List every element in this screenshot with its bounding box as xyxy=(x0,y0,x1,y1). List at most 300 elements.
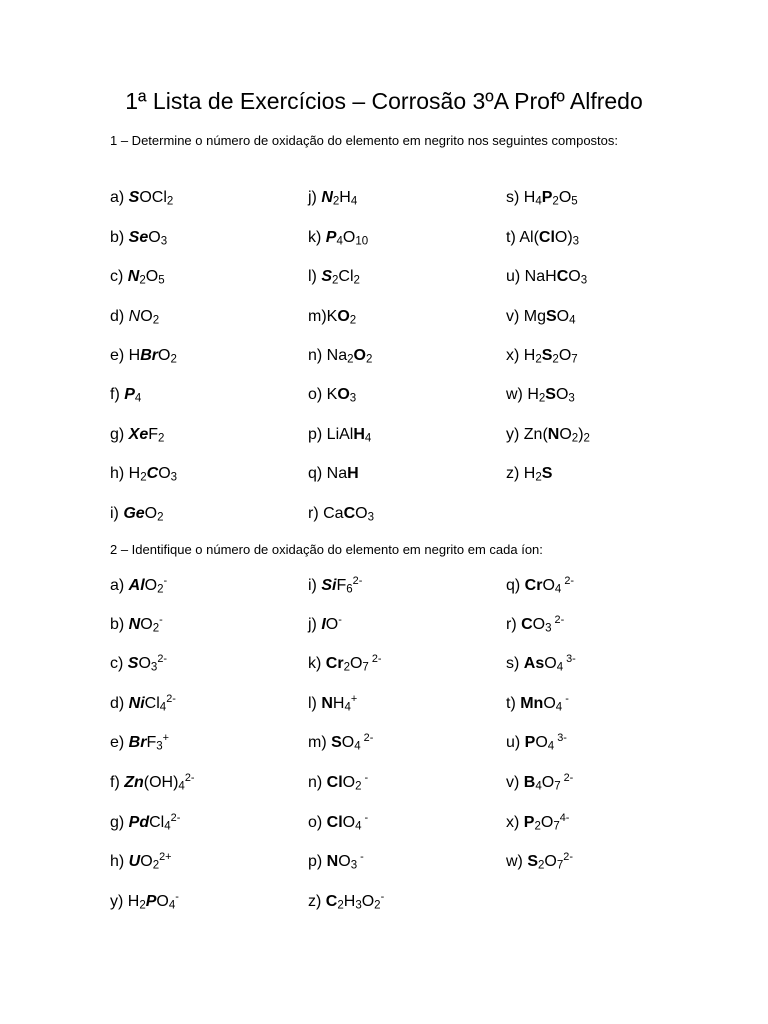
formula-part: d) xyxy=(110,695,129,712)
formula-part: e) H xyxy=(110,347,141,364)
formula-part: P xyxy=(541,189,553,206)
formula-part: z) xyxy=(308,893,326,910)
formula-part: h) H xyxy=(110,465,141,482)
formula-part: C xyxy=(146,465,159,482)
formula-part: c) xyxy=(110,268,128,285)
formula-part: O xyxy=(144,505,158,522)
formula-part: + xyxy=(162,732,169,745)
formula-part: N xyxy=(321,695,333,712)
formula-part: N xyxy=(128,308,141,325)
formula-item xyxy=(308,227,368,249)
formula-part: N xyxy=(326,853,339,870)
formula-item xyxy=(506,424,590,446)
formula-part: Cr xyxy=(524,577,543,594)
formula-part: b) xyxy=(110,229,129,246)
formula-item xyxy=(110,306,159,328)
formula-part: o) K xyxy=(308,386,338,403)
formula-part: Zn xyxy=(124,774,144,791)
formula-part: O xyxy=(338,853,351,870)
formula-item xyxy=(110,693,176,715)
formula-part: r) xyxy=(506,616,522,633)
formula-part: 2 xyxy=(552,195,559,208)
formula-part: - xyxy=(338,614,342,627)
formula-part: x) H xyxy=(506,347,536,364)
formula-part: Xe xyxy=(128,426,149,443)
formula-item xyxy=(506,772,573,794)
formula-part: S xyxy=(541,465,553,482)
formula-part: 7 xyxy=(553,820,560,833)
formula-item xyxy=(506,306,576,328)
formula-part: 6 xyxy=(346,583,353,596)
formula-part: 2 xyxy=(355,780,362,793)
formula-part: y) Zn( xyxy=(506,426,548,443)
formula-part: 2- xyxy=(157,653,167,666)
formula-item xyxy=(110,772,195,794)
formula-part: 4 xyxy=(535,195,542,208)
formula-item xyxy=(308,693,357,715)
formula-item xyxy=(506,653,576,675)
formula-item xyxy=(110,614,163,636)
formula-part: Cl xyxy=(326,814,343,831)
formula-item xyxy=(110,463,177,485)
formula-item xyxy=(506,266,587,288)
formula-part: 2 xyxy=(571,432,579,445)
formula-part: 2 xyxy=(538,859,545,872)
formula-part: 2- xyxy=(561,575,575,588)
formula-part: t) xyxy=(506,695,521,712)
formula-part: 3 xyxy=(545,622,552,635)
formula-part: a) xyxy=(110,189,129,206)
formula-part: 2 xyxy=(337,899,344,912)
formula-item xyxy=(110,891,179,913)
formula-part: i) xyxy=(308,577,322,594)
formula-part: 2- xyxy=(184,772,195,785)
formula-part: 4 xyxy=(556,661,564,674)
formula-part: 3 xyxy=(349,392,357,405)
formula-item xyxy=(308,732,373,754)
formula-part: P xyxy=(523,814,535,831)
formula-part: 3 xyxy=(580,274,588,287)
formula-item xyxy=(506,693,569,715)
formula-part: b) xyxy=(110,616,129,633)
formula-part: 7 xyxy=(556,859,564,872)
formula-part: 2 xyxy=(552,353,559,366)
formula-part: 7 xyxy=(554,780,561,793)
formula-item xyxy=(110,653,167,675)
formula-part: Cl xyxy=(326,774,343,791)
formula-part: F xyxy=(148,426,159,443)
formula-part: O xyxy=(145,268,159,285)
formula-part: C xyxy=(556,268,569,285)
formula-item xyxy=(308,653,382,675)
formula-item xyxy=(506,575,574,597)
formula-item xyxy=(506,732,567,754)
formula-part: 3 xyxy=(367,511,374,524)
formula-part: N xyxy=(127,268,140,285)
formula-part: O xyxy=(342,229,356,246)
formula-part: O xyxy=(140,853,153,870)
formula-part: - xyxy=(175,891,179,904)
formula-part: Cr xyxy=(325,655,344,672)
formula-part: OCl xyxy=(139,189,167,206)
formula-part: O xyxy=(337,308,350,325)
formula-part: O xyxy=(361,893,375,910)
formula-part: - xyxy=(163,575,168,588)
page-title: 1ª Lista de Exercícios – Corrosão 3ºA Profº Alfredo xyxy=(125,88,643,114)
formula-part: S xyxy=(545,386,556,403)
question-1-prompt: 1 – Determine o número de oxidação do elemento em negrito nos seguintes compostos: xyxy=(110,133,619,148)
formula-part: O xyxy=(342,774,356,791)
formula-part: O xyxy=(353,347,366,364)
formula-part: F xyxy=(146,734,157,751)
formula-part: P xyxy=(124,386,135,403)
formula-part: Ge xyxy=(123,505,145,522)
formula-item xyxy=(110,424,164,446)
formula-part: m) xyxy=(308,734,332,751)
formula-part: O xyxy=(158,465,171,482)
formula-item xyxy=(506,345,578,367)
formula-part: w) xyxy=(506,853,528,870)
formula-part: 3 xyxy=(160,235,168,248)
formula-part: O xyxy=(540,814,554,831)
formula-part: C xyxy=(521,616,533,633)
formula-part: q) Na xyxy=(308,465,348,482)
formula-part: 2 xyxy=(152,622,160,635)
formula-part: 4 xyxy=(364,432,372,445)
formula-item xyxy=(308,812,368,834)
formula-part: 3- xyxy=(554,732,567,745)
formula-part: 4- xyxy=(559,812,570,825)
formula-part: O xyxy=(337,386,350,403)
formula-part: 2- xyxy=(560,772,574,785)
formula-part: f) xyxy=(110,774,125,791)
formula-item xyxy=(110,266,165,288)
formula-part: 4 xyxy=(168,899,176,912)
formula-part: O xyxy=(156,893,169,910)
formula-part: 2 xyxy=(538,392,546,405)
formula-part: Si xyxy=(321,577,337,594)
formula-item xyxy=(308,614,342,636)
formula-part: O xyxy=(158,347,171,364)
formula-part: O xyxy=(138,655,151,672)
formula-part: 2 xyxy=(166,195,174,208)
formula-part: - xyxy=(357,851,364,864)
formula-part: S xyxy=(321,268,332,285)
formula-part: 4 xyxy=(569,314,576,327)
formula-item xyxy=(110,812,180,834)
formula-part: O xyxy=(542,577,555,594)
formula-item xyxy=(110,503,164,525)
formula-part: As xyxy=(523,655,545,672)
formula-part: Se xyxy=(128,229,149,246)
formula-item xyxy=(308,424,371,446)
formula-part: 2 xyxy=(353,274,360,287)
formula-part: 10 xyxy=(355,235,369,248)
formula-part: 4 xyxy=(164,820,171,833)
formula-item xyxy=(308,503,374,525)
formula-part: Mn xyxy=(520,695,544,712)
formula-part: H xyxy=(332,695,345,712)
formula-part: y) H xyxy=(110,893,140,910)
formula-part: 3 xyxy=(170,471,178,484)
formula-part: O xyxy=(532,616,546,633)
formula-part: (OH) xyxy=(143,774,179,791)
formula-part: + xyxy=(350,693,358,706)
formula-part: 2 xyxy=(583,432,590,445)
formula-part: 2- xyxy=(551,614,565,627)
formula-item xyxy=(506,227,579,249)
formula-part: 2 xyxy=(347,353,354,366)
formula-part: 2 xyxy=(332,274,339,287)
formula-part: u) xyxy=(506,734,525,751)
formula-part: O xyxy=(341,734,355,751)
formula-part: P xyxy=(145,893,157,910)
question-2-prompt: 2 – Identifique o número de oxidação do elemento em negrito em cada íon: xyxy=(110,542,543,557)
formula-part: 3- xyxy=(563,653,576,666)
formula-part: 2- xyxy=(563,851,573,864)
formula-part: n) Na xyxy=(308,347,348,364)
formula-item xyxy=(506,812,569,834)
formula-part: 2- xyxy=(170,812,181,825)
formula-part: 4 xyxy=(350,195,358,208)
formula-part: N xyxy=(321,189,333,206)
formula-part: Br xyxy=(128,734,147,751)
formula-part: S xyxy=(546,308,557,325)
formula-part: O) xyxy=(554,229,573,246)
formula-part: 2 xyxy=(374,899,381,912)
formula-part: 4 xyxy=(178,780,185,793)
formula-part: q) xyxy=(506,577,525,594)
formula-part: v) xyxy=(506,774,524,791)
formula-part: m)K xyxy=(308,308,338,325)
formula-part: 3 xyxy=(156,740,163,753)
formula-part: t) Al( xyxy=(506,229,539,246)
formula-part: g) xyxy=(110,426,129,443)
formula-part: O xyxy=(556,308,570,325)
formula-part: S xyxy=(527,853,538,870)
formula-item xyxy=(110,384,141,406)
formula-part: p) LiAl xyxy=(308,426,354,443)
formula-part: 2 xyxy=(535,353,542,366)
formula-part: O xyxy=(544,655,557,672)
formula-part: l) xyxy=(308,268,322,285)
formula-part: 2 xyxy=(157,511,164,524)
formula-part: 4 xyxy=(355,820,362,833)
formula-part: - xyxy=(159,614,163,627)
formula-part: 4 xyxy=(554,583,562,596)
formula-part: 3 xyxy=(350,859,358,872)
formula-part: j) xyxy=(308,616,322,633)
formula-item xyxy=(110,227,167,249)
formula-part: s) xyxy=(506,655,524,672)
formula-part: O xyxy=(568,268,581,285)
formula-part: O xyxy=(555,386,569,403)
formula-part: 2 xyxy=(343,661,350,674)
formula-part: 2 xyxy=(332,195,340,208)
formula-part: 4 xyxy=(336,235,343,248)
formula-part: 4 xyxy=(354,740,361,753)
formula-part: 4 xyxy=(159,701,167,714)
formula-part: 3 xyxy=(568,392,575,405)
formula-part: 4 xyxy=(535,780,542,793)
formula-part: f) xyxy=(110,386,125,403)
formula-part: k) xyxy=(308,229,326,246)
formula-part: S xyxy=(127,655,139,672)
formula-part: 2 xyxy=(158,432,165,445)
formula-part: O xyxy=(140,308,153,325)
formula-part: u) NaH xyxy=(506,268,557,285)
formula-part: Al xyxy=(128,577,145,594)
formula-part: 4 xyxy=(134,392,142,405)
formula-part: c) xyxy=(110,655,128,672)
formula-part: 2 xyxy=(170,353,177,366)
formula-part: 2 xyxy=(139,899,146,912)
formula-part: 5 xyxy=(571,195,578,208)
formula-item xyxy=(110,851,172,873)
formula-part: d) xyxy=(110,308,129,325)
formula-part: 2 xyxy=(152,314,160,327)
formula-part: x) xyxy=(506,814,524,831)
formula-part: O xyxy=(559,426,572,443)
formula-part: 2 xyxy=(349,314,357,327)
formula-item xyxy=(308,891,384,913)
formula-part: Ni xyxy=(128,695,145,712)
formula-part: i) xyxy=(110,505,124,522)
formula-part: Cl xyxy=(338,268,354,285)
formula-part: 2 xyxy=(140,471,147,484)
formula-part: O xyxy=(325,616,339,633)
formula-part: h) xyxy=(110,853,129,870)
formula-part: Cl xyxy=(149,814,165,831)
formula-part: 4 xyxy=(547,740,555,753)
formula-part: l) xyxy=(308,695,322,712)
formula-part: 2 xyxy=(535,471,542,484)
formula-part: 3 xyxy=(572,235,580,248)
formula-item xyxy=(110,575,167,597)
formula-item xyxy=(308,187,357,209)
formula-part: w) H xyxy=(506,386,539,403)
formula-part: a) xyxy=(110,577,129,594)
formula-part: B xyxy=(523,774,536,791)
formula-part: O xyxy=(342,814,356,831)
formula-part: Pd xyxy=(128,814,150,831)
formula-part: H xyxy=(347,465,359,482)
formula-part: O xyxy=(558,347,572,364)
formula-part: O xyxy=(558,189,572,206)
formula-part: p) xyxy=(308,853,327,870)
formula-item xyxy=(308,384,356,406)
formula-item xyxy=(506,384,575,406)
formula-part: O xyxy=(541,774,555,791)
formula-part: 2- xyxy=(368,653,382,666)
formula-part: 2 xyxy=(157,583,164,596)
formula-part: N xyxy=(547,426,560,443)
formula-part: C xyxy=(343,505,356,522)
formula-part: O xyxy=(144,577,158,594)
formula-part: 3 xyxy=(355,899,362,912)
formula-part: C xyxy=(325,893,338,910)
formula-part: 2+ xyxy=(159,851,172,864)
formula-part: s) H xyxy=(506,189,536,206)
formula-part: - xyxy=(562,693,569,706)
formula-part: 2- xyxy=(352,575,363,588)
formula-part: - xyxy=(380,891,385,904)
formula-part: Br xyxy=(140,347,159,364)
formula-part: k) xyxy=(308,655,326,672)
formula-part: 2 xyxy=(534,820,541,833)
formula-part: o) xyxy=(308,814,327,831)
formula-part: - xyxy=(361,772,369,785)
formula-part: F xyxy=(336,577,347,594)
formula-part: S xyxy=(128,189,140,206)
formula-item xyxy=(308,266,360,288)
formula-part: U xyxy=(128,853,141,870)
formula-part: 2 xyxy=(152,859,160,872)
formula-part: O xyxy=(148,229,161,246)
formula-item xyxy=(308,851,364,873)
formula-part: O xyxy=(140,616,153,633)
formula-part: z) H xyxy=(506,465,536,482)
formula-part: O xyxy=(349,655,363,672)
formula-part: 7 xyxy=(362,661,369,674)
formula-part: v) Mg xyxy=(506,308,546,325)
formula-part: 3 xyxy=(150,661,158,674)
formula-part: H xyxy=(343,893,356,910)
formula-part: 2 xyxy=(139,274,146,287)
formula-part: O xyxy=(544,853,557,870)
formula-part: Cl xyxy=(538,229,555,246)
formula-item xyxy=(308,345,372,367)
formula-part: 5 xyxy=(158,274,165,287)
formula-item xyxy=(506,614,564,636)
formula-part: 4 xyxy=(344,701,351,714)
formula-item xyxy=(110,732,169,754)
formula-part: ) xyxy=(578,426,584,443)
formula-item xyxy=(308,575,362,597)
formula-part: Cl xyxy=(144,695,160,712)
formula-item xyxy=(308,463,359,485)
formula-part: 2- xyxy=(166,693,176,706)
formula-part: O xyxy=(535,734,548,751)
formula-part: O xyxy=(543,695,556,712)
formula-part: O xyxy=(355,505,368,522)
formula-part: r) Ca xyxy=(308,505,344,522)
formula-part: 2- xyxy=(360,732,374,745)
formula-part: 4 xyxy=(555,701,563,714)
formula-item xyxy=(308,306,356,328)
formula-part: H xyxy=(353,426,365,443)
formula-part: 2 xyxy=(365,353,373,366)
formula-item xyxy=(506,463,552,485)
formula-part: S xyxy=(541,347,553,364)
formula-item xyxy=(506,851,573,873)
formula-part: j) xyxy=(308,189,322,206)
formula-part: I xyxy=(321,616,326,633)
formula-item xyxy=(110,187,173,209)
formula-part: 7 xyxy=(571,353,578,366)
formula-item xyxy=(506,187,578,209)
formula-part: H xyxy=(339,189,351,206)
formula-part: n) xyxy=(308,774,327,791)
formula-item xyxy=(110,345,177,367)
formula-part: S xyxy=(331,734,342,751)
formula-part: - xyxy=(361,812,369,825)
formula-part: e) xyxy=(110,734,129,751)
formula-part: N xyxy=(128,616,141,633)
formula-part: P xyxy=(524,734,536,751)
formula-part: P xyxy=(325,229,337,246)
formula-item xyxy=(308,772,368,794)
